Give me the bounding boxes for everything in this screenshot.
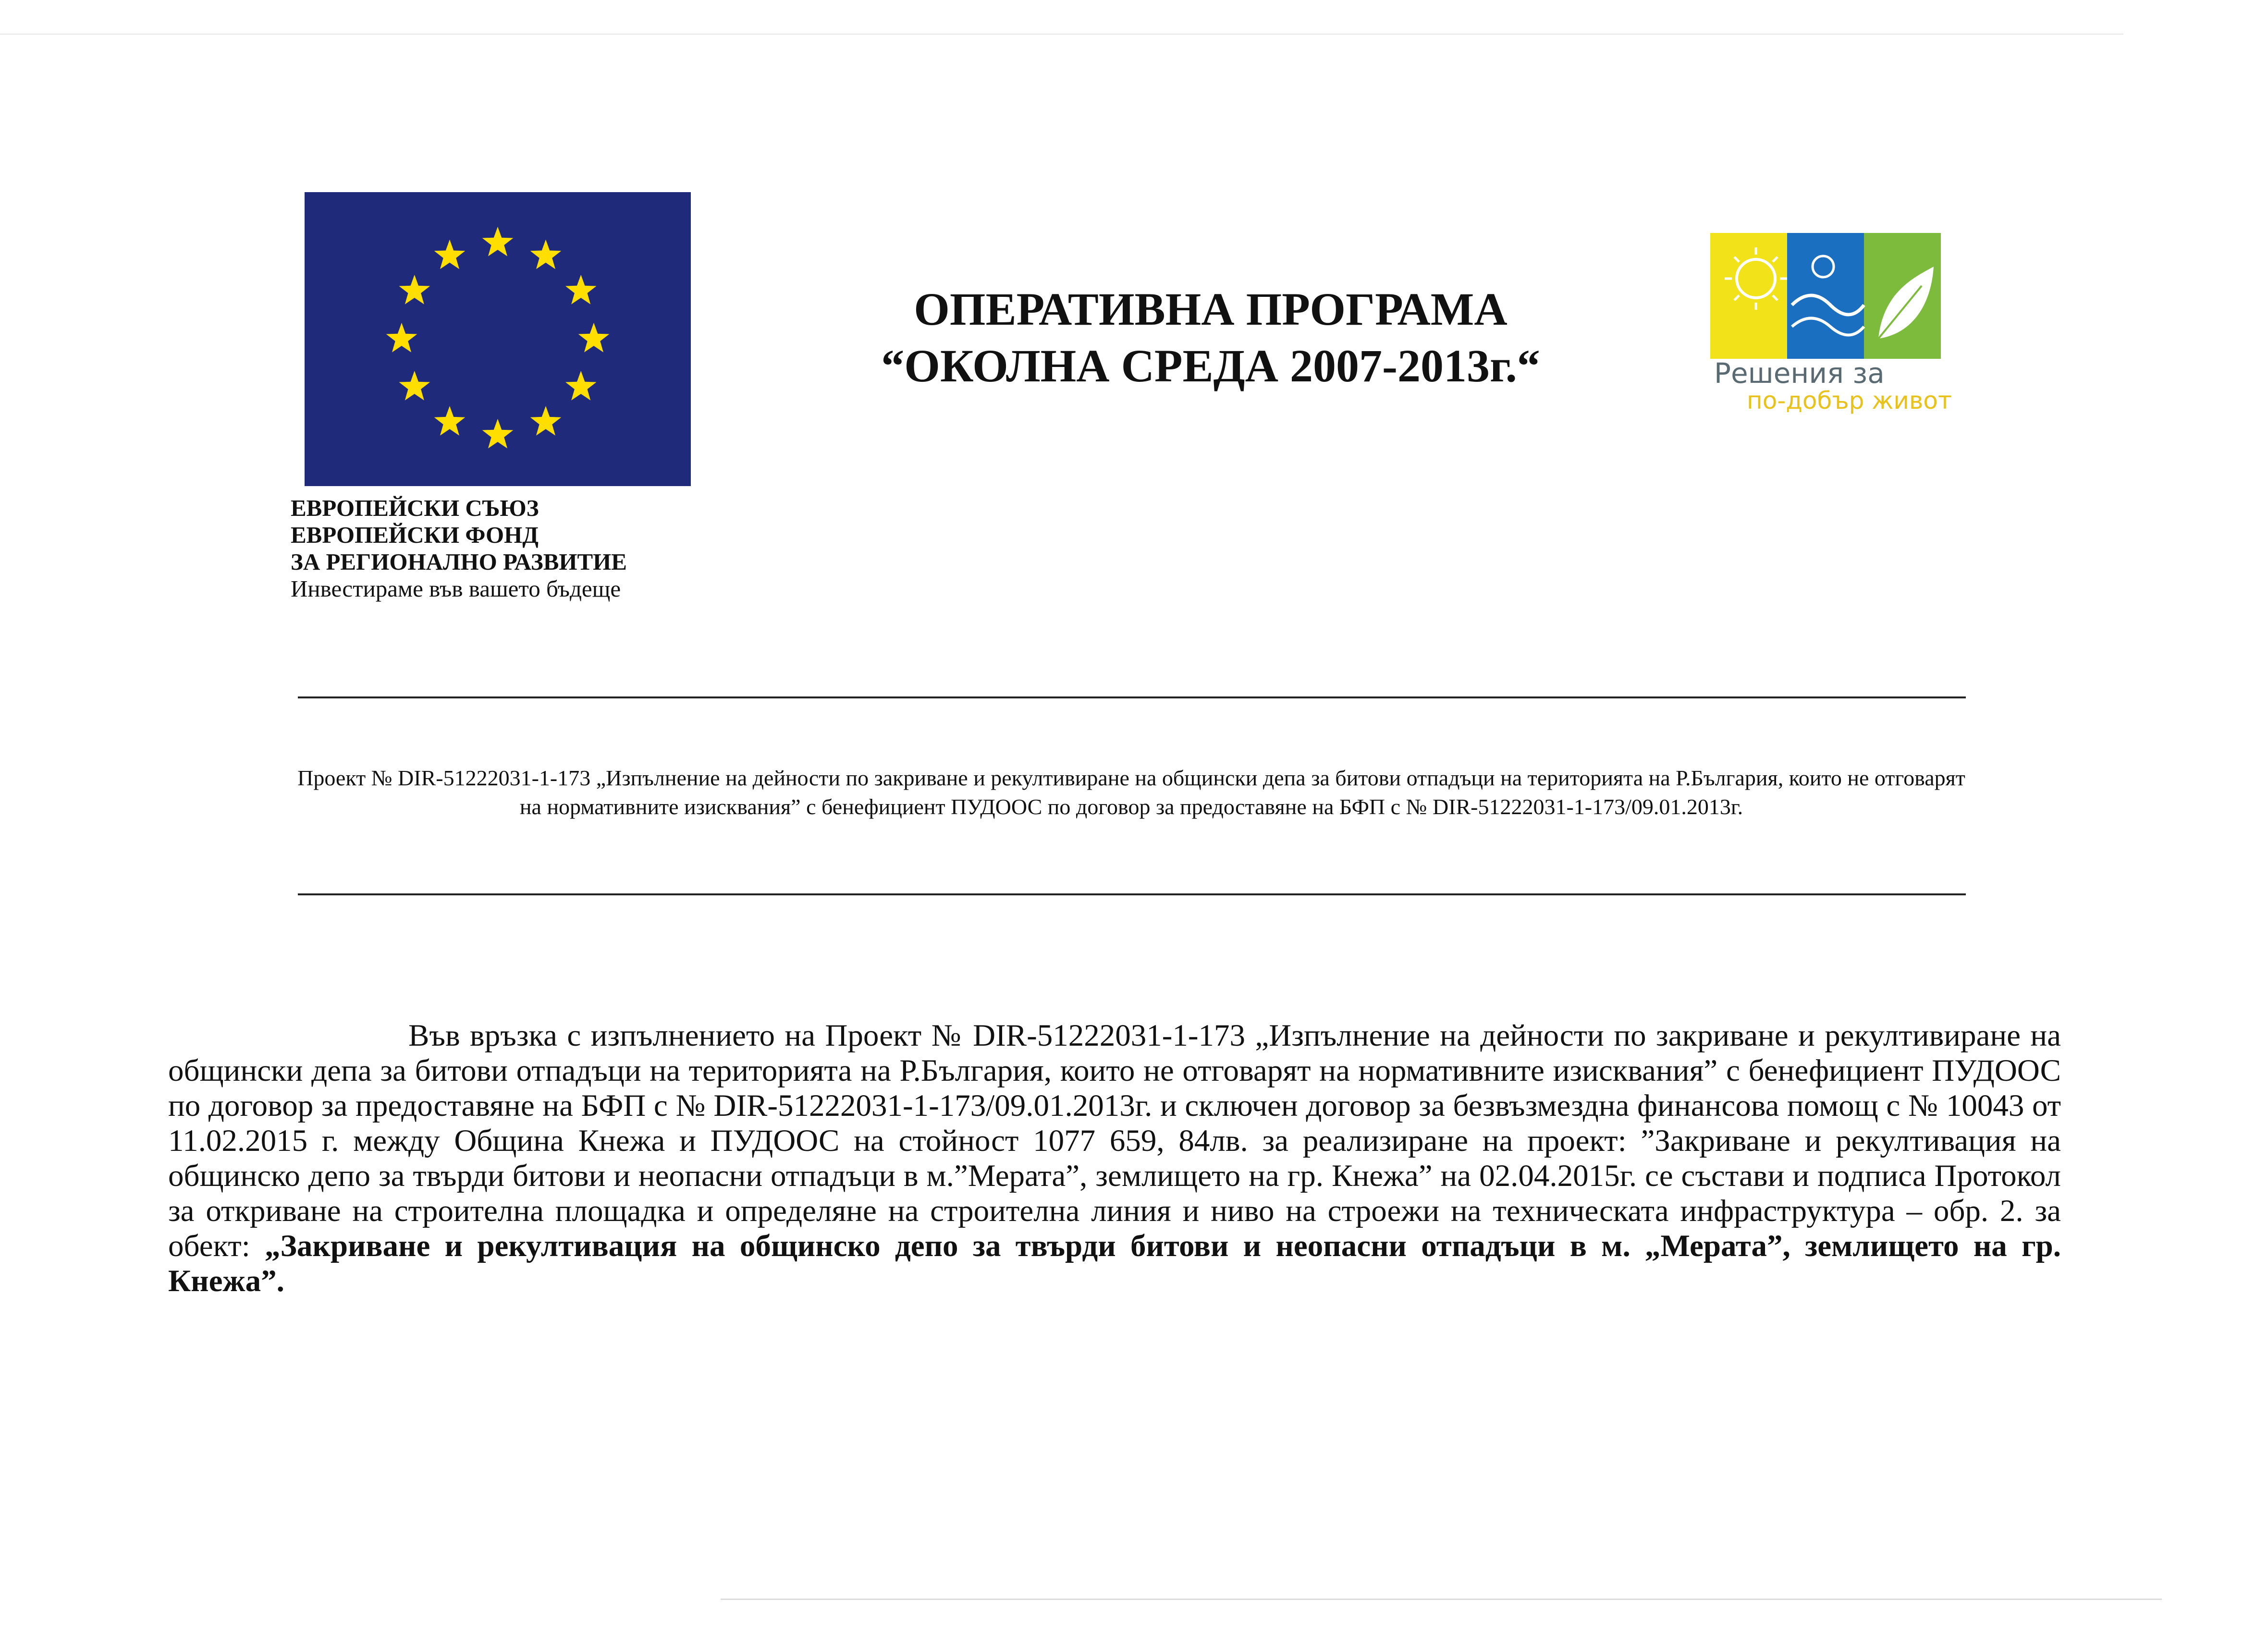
programme-title-line1: ОПЕРАТИВНА ПРОГРАМА <box>914 283 1508 335</box>
eu-flag-logo <box>305 192 691 486</box>
sun-water-leaf-icon <box>1710 233 1941 359</box>
eu-motto: Инвестираме във вашето бъдеще <box>291 575 621 602</box>
main-paragraph-text: Във връзка с изпълнението на Проект № DIR-51222031-1-173 „Изпълнение на дейности по закриване и рекултивиране на общински депа за битови отпадъци на територията на Р.България, които не отговарят на нормативните изисквания” с бенефициент ПУДООС по договор за предоставяне на БФП с № DIR-51222031-1-173/09.01.2013г. и сключен договор за безвъзмездна финансова помощ с № 10043 от 11.02.2015 г. между Община Кнежа и ПУДООС на стойност 1077 659, 84лв. за реализиране на проект: ”Закриване и рекултивация на общинско депо за твърди битови и неопасни отпадъци в м.”Мерата”, землището на гр. Кнежа” на 02.04.2015г. се състави и подписа Протокол за откриване на строителна площадка и определяне на строителна линия и ниво на строежи на техническата инфраструктура – обр. 2. за обект: <box>168 1018 2061 1263</box>
main-paragraph <box>168 1018 2061 1299</box>
programme-title <box>807 281 1614 394</box>
header-divider-bottom <box>298 893 1966 895</box>
eu-union-label: ЕВРОПЕЙСКИ СЪЮЗ <box>291 495 539 521</box>
header-divider-top <box>298 696 1966 698</box>
environment-programme-logo <box>1710 233 1979 425</box>
scan-edge-bottom <box>721 1599 2162 1600</box>
eu-fund-label: ЕВРОПЕЙСКИ ФОНД <box>291 522 539 548</box>
logo-slogan-line1: Решения за <box>1714 357 1885 390</box>
programme-title-line2: “ОКОЛНА СРЕДА 2007-2013г.“ <box>881 340 1540 391</box>
eu-fund-caption <box>291 495 723 602</box>
project-header-text: Проект № DIR-51222031-1-173 „Изпълнение на дейности по закриване и рекултивиране на общински депа за битови отпадъци на територията на Р.България, които не отговарят на нормативните изисквания” с бенефициент ПУДООС по договор за предоставяне на БФП с № DIR-51222031-1-173/09.01.2013г. <box>297 766 1965 819</box>
scan-edge-top <box>0 34 2123 35</box>
logo-slogan-line2: по-добър живот <box>1747 387 1952 415</box>
object-name-bold: „Закриване и рекултивация на общинско депо за твърди битови и неопасни отпадъци в м. „Мерата”, землището на гр. Кнежа”. <box>168 1229 2061 1298</box>
eu-regional-label: ЗА РЕГИОНАЛНО РАЗВИТИЕ <box>291 549 627 575</box>
